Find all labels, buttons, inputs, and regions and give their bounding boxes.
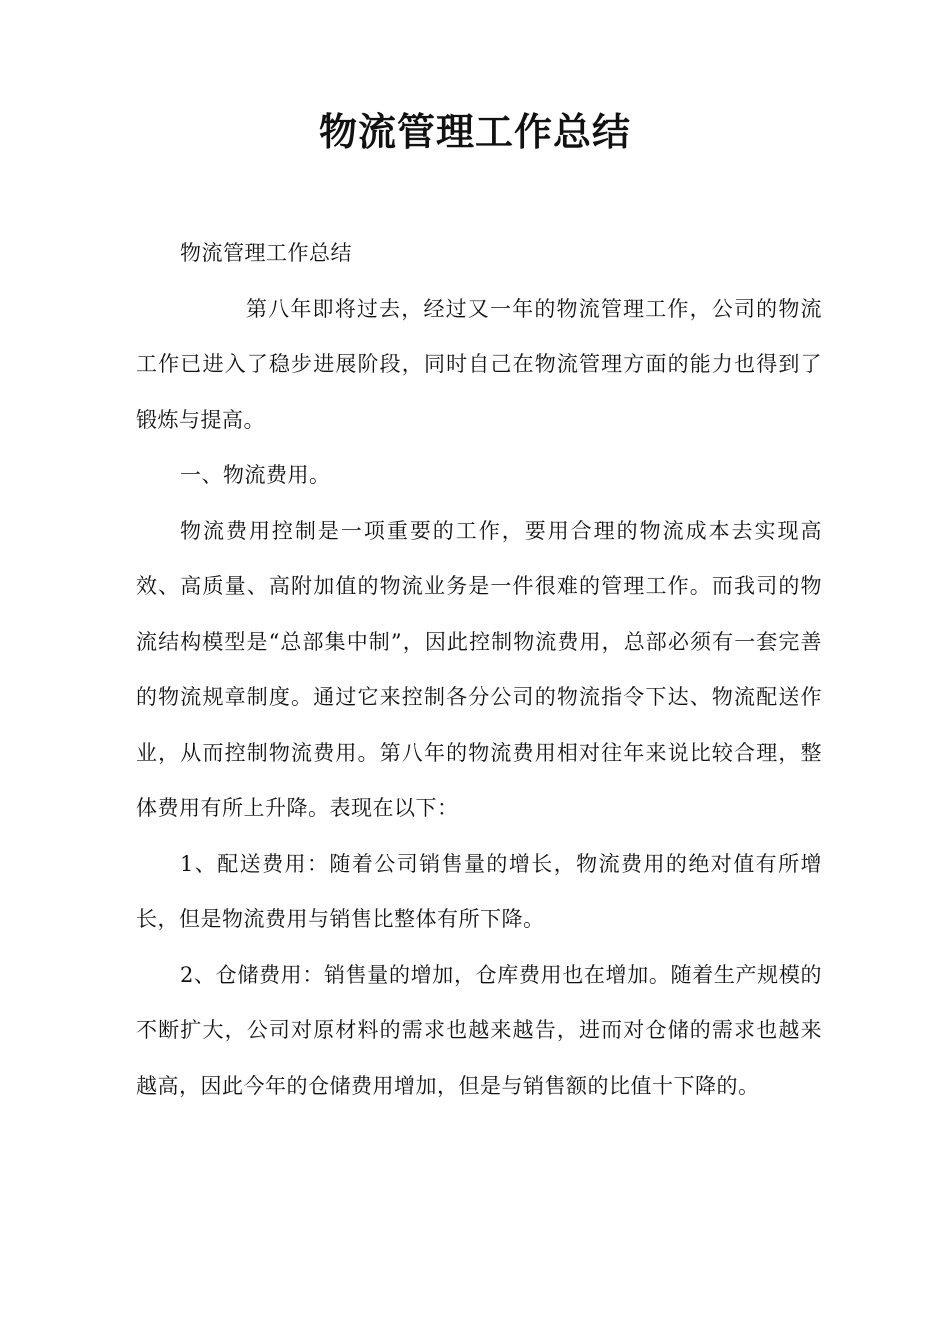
paragraph-storage-cost: 2、仓储费用：销售量的增加，仓库费用也在增加。随着生产规模的不断扩大，公司对原材料的需求也越来越告，进而对仓储的需求也越来越高，因此今年的仓储费用增加，但是与销售额的比值十下降的。 <box>136 962 822 1098</box>
paragraph-subtitle: 物流管理工作总结 <box>180 241 352 265</box>
paragraph-section-heading: 一、物流费用。 <box>180 463 331 487</box>
document-body <box>136 226 822 1114</box>
paragraph-cost-control: 物流费用控制是一项重要的工作，要用合理的物流成本去实现高效、高质量、高附加值的物流业务是一件很难的管理工作。而我司的物流结构模型是“总部集中制”，因此控制物流费用，总部必须有一套完善的物流规章制度。通过它来控制各分公司的物流指令下达、物流配送作业，从而控制物流费用。第八年的物流费用相对往年来说比较合理，整体费用有所上升降。表现在以下： <box>136 518 822 820</box>
paragraph-intro: 第八年即将过去，经过又一年的物流管理工作，公司的物流工作已进入了稳步进展阶段，同时自己在物流管理方面的能力也得到了锻炼与提高。 <box>136 296 822 432</box>
document-title: 物流管理工作总结 <box>318 109 631 154</box>
paragraph-delivery-cost: 1、配送费用：随着公司销售量的增长，物流费用的绝对值有所增长，但是物流费用与销售比整体有所下降。 <box>136 851 822 931</box>
